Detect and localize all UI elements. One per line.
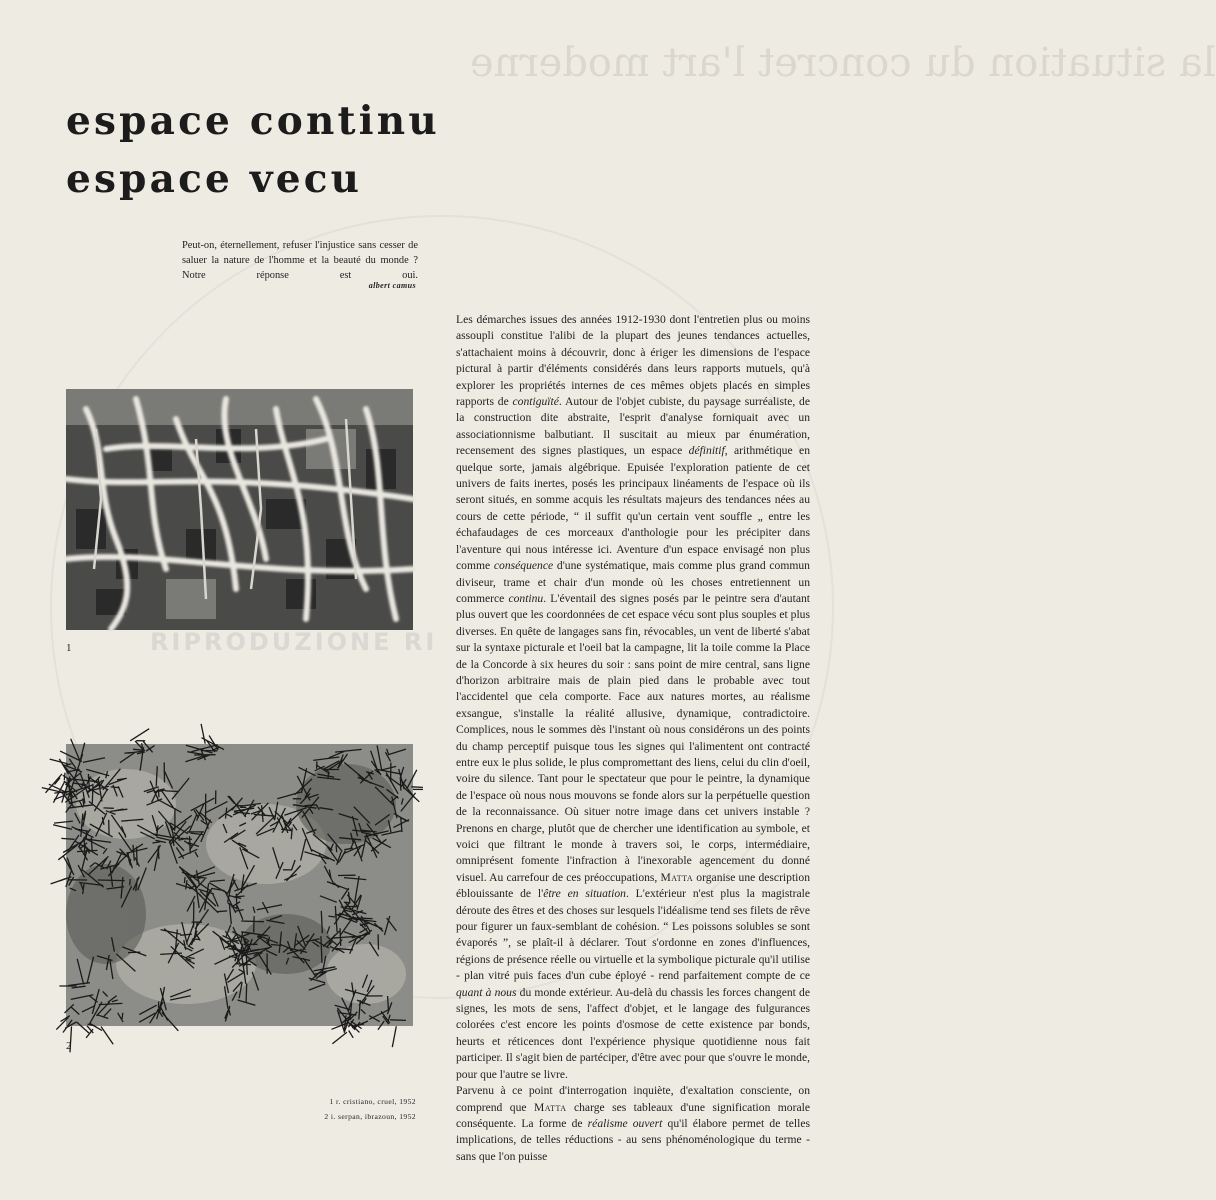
hatch-stroke [305, 805, 317, 806]
epigraph-quote: Peut-on, éternellement, refuser l'injustice sans cesser de saluer la nature de l'homme et la beauté du monde ? Notre réponse est oui. [182, 240, 418, 281]
hatch-stroke [336, 845, 337, 852]
artist-name: Matta [660, 870, 694, 884]
hatch-stroke [165, 791, 179, 792]
italic-term: réalisme ouvert [587, 1116, 663, 1130]
hatch-stroke [64, 773, 65, 780]
figure-captions [250, 1094, 416, 1124]
hatch-stroke [236, 964, 251, 965]
hatch-stroke [91, 837, 92, 850]
text-run: Les démarches issues des années 1912-1930 dont l'entretien plus ou moins assoupli constitue l'alibi de la plupart des jeunes tendances actuelles, s'attachaient moins à découvrir, donc à ériger les dimensions de l'espace pictural à partir d'éléments considérés dans leurs rapports mutuels, qu'à explorer les propriétés internes de ces mêmes objets placés en simples rapports de [456, 313, 810, 409]
hatch-stroke [246, 984, 247, 1003]
hatch-stroke [101, 1027, 113, 1045]
hatch-stroke [411, 787, 423, 788]
text-run: Parvenu à ce point d'interrogation inquiète, d'exaltation consciente, on comprend que [456, 1084, 810, 1114]
italic-term: être en situation [543, 887, 626, 901]
hatch-stroke [390, 1020, 406, 1021]
painting-2-image [66, 744, 413, 1026]
italic-term: définitif [688, 444, 725, 458]
italic-term: quant à nous [456, 985, 517, 999]
epigraph-author: albert camus [368, 281, 416, 290]
hatch-stroke [231, 941, 239, 942]
hatch-stroke [241, 921, 264, 922]
painting-1-image [66, 389, 413, 630]
hatch-stroke [98, 880, 125, 881]
text-run: , arithmétique en quelque sorte, jamais algébrique. Epuisée l'exploration patiente de cet univers de faits inertes, posés les principaux linéaments de l'espace où ils seront situés, en somme acquis les résultats majeurs des tendances nées au cours de cette période, “ il suffit qu'un certain vent souffle „ entre les échafaudages de ces morceaux d'anthologie pour les précipiter dans l'aventure qui nous intéresse ici. Aventure d'un espace envisagé non plus comme [456, 444, 810, 573]
hatch-stroke [130, 879, 131, 886]
hatch-stroke [50, 759, 68, 764]
text-run: du monde extérieur. Au-delà du chassis les forces changent de signes, les mots de sens, l'affect d'objet, et le langage des fulgurances colorées c'est encore les points d'osmose de cette existence par bonds, heurts et réticences dont l'expérience physique quotidienne nous fait participer. Il s'agit bien de partéciper, d'être avec pour que s'ouvre le monde, pour que l'autre se livre. [456, 985, 810, 1081]
hatch-stroke [332, 1032, 347, 1044]
hatch-stroke [61, 838, 74, 839]
text-run: d'une systématique, mais comme plus grand commun diviseur, trame et chair d'un monde où les choses entretiennent un commerce [456, 559, 810, 605]
artist-name: Matta [533, 1100, 567, 1114]
hatch-stroke [84, 840, 85, 856]
text-run: . L'extérieur n'est plus la magistrale déroute des êtres et des choses sur lesquels l'idéalisme tend ses filets de rêve pour figurer un faux-semblant de cohésion. “ Les poissons solubles se sont évaporés ”, se plaît-il à déclarer. Tout s'ordonne en zones d'influences, régions de présence réelle ou virtuelle et la symbolique picturale qu'il utilise - plan vitré puis faces d'un cube éployé - rend parfaitement compte de ce [456, 887, 810, 983]
hatch-stroke [328, 916, 335, 917]
hatch-stroke [236, 896, 244, 897]
painting-2-drawing [66, 744, 413, 1026]
text-run: . L'éventail des signes posés par le peintre sera d'autant plus ouvert que les coordonnées de cet espace vécu sont plus souples et plus diverses. En quête de langages sans fin, révocables, un vent de liberté s'abat sur la syntaxe picturale et l'oeil bat la campagne, lit la toile comme la Place de la Concorde à six heures du soir : sans point de mire central, sans ligne d'horizon arbitraire mais de plain pied dans le probable avec tout l'accidentel que cela comporte. Face aux natures mortes, au réalisme exsangue, s'installe la réalité allusive, dynamique, contradictoire. Complices, nous le sommes dès l'instant où nous considérons un des points du champ perceptif puisque tous les signes qui l'alimentent ont contracté entre eux le plus solide, le plus compromettant des liens, celui du clin d'oeil, voire du silence. Tant pour le spectateur que pour le peintre, la dynamique de l'espace où nous nous mouvons se fonde alors sur la perpétuelle question de la reconnaissance. Où situer notre image dans cet univers instable ? Prenons en charge, plutôt que de chercher une identification au symbole, et voici que filtrant le monde à travers soi, le corps, intermédiaire, omniprésent fomente l'infraction à l'inexorable agencement du donné visuel. Au carrefour de ces préoccupations, [456, 591, 810, 884]
hatch-stroke [217, 911, 227, 912]
hatch-stroke [344, 902, 350, 903]
body-paragraph-2 [456, 1083, 810, 1165]
hatch-stroke [388, 996, 389, 1010]
hatch-stroke [86, 1029, 93, 1038]
caption-2: 2 i. serpan, ibrazoun, 1952 [324, 1112, 416, 1121]
figure-number-2: 2 [66, 1040, 72, 1052]
article-title [66, 92, 440, 208]
figure-number-1: 1 [66, 642, 72, 654]
title-line-2: espace vecu [66, 156, 363, 202]
hatch-stroke [92, 784, 93, 804]
hatch-stroke [392, 1026, 396, 1047]
hatch-stroke [349, 1031, 354, 1038]
title-line-1: espace continu [66, 98, 440, 144]
hatch-stroke [125, 753, 131, 754]
text-run: organise une description éblouissante de l' [456, 870, 810, 901]
text-run: charge ses tableaux d'une signification morale conséquente. La forme de [456, 1100, 810, 1130]
italic-term: continu [508, 591, 544, 605]
body-paragraph-1 [456, 312, 810, 1083]
bleed-through-text: la situation du concret l'art moderne [470, 40, 1216, 86]
text-run: . Autour de l'objet cubiste, du paysage surréaliste, de la construction dite abstraite, l'esprit d'analyse forniquait avec un associationnisme balbutiant. Il suscitait au mieux par énumération, recensement des signes plastiques, un espace [456, 395, 810, 458]
hatch-stroke [173, 834, 174, 846]
text-run: qu'il élabore permet de telles implications, de telles réductions - au sens phénoménologique du terme - sans que l'on puisse [456, 1116, 810, 1163]
hatch-stroke [122, 1013, 123, 1019]
watermark-text: RIPRODUZIONE RI [150, 628, 438, 656]
caption-1: 1 r. cristiano, cruel, 1952 [329, 1097, 416, 1106]
painting-1-drawing [66, 389, 413, 630]
hatch-stroke [137, 847, 138, 866]
italic-term: contiguïté [512, 395, 559, 409]
hatch-stroke [184, 877, 185, 883]
article-body [456, 312, 810, 1165]
italic-term: conséquence [493, 559, 554, 573]
